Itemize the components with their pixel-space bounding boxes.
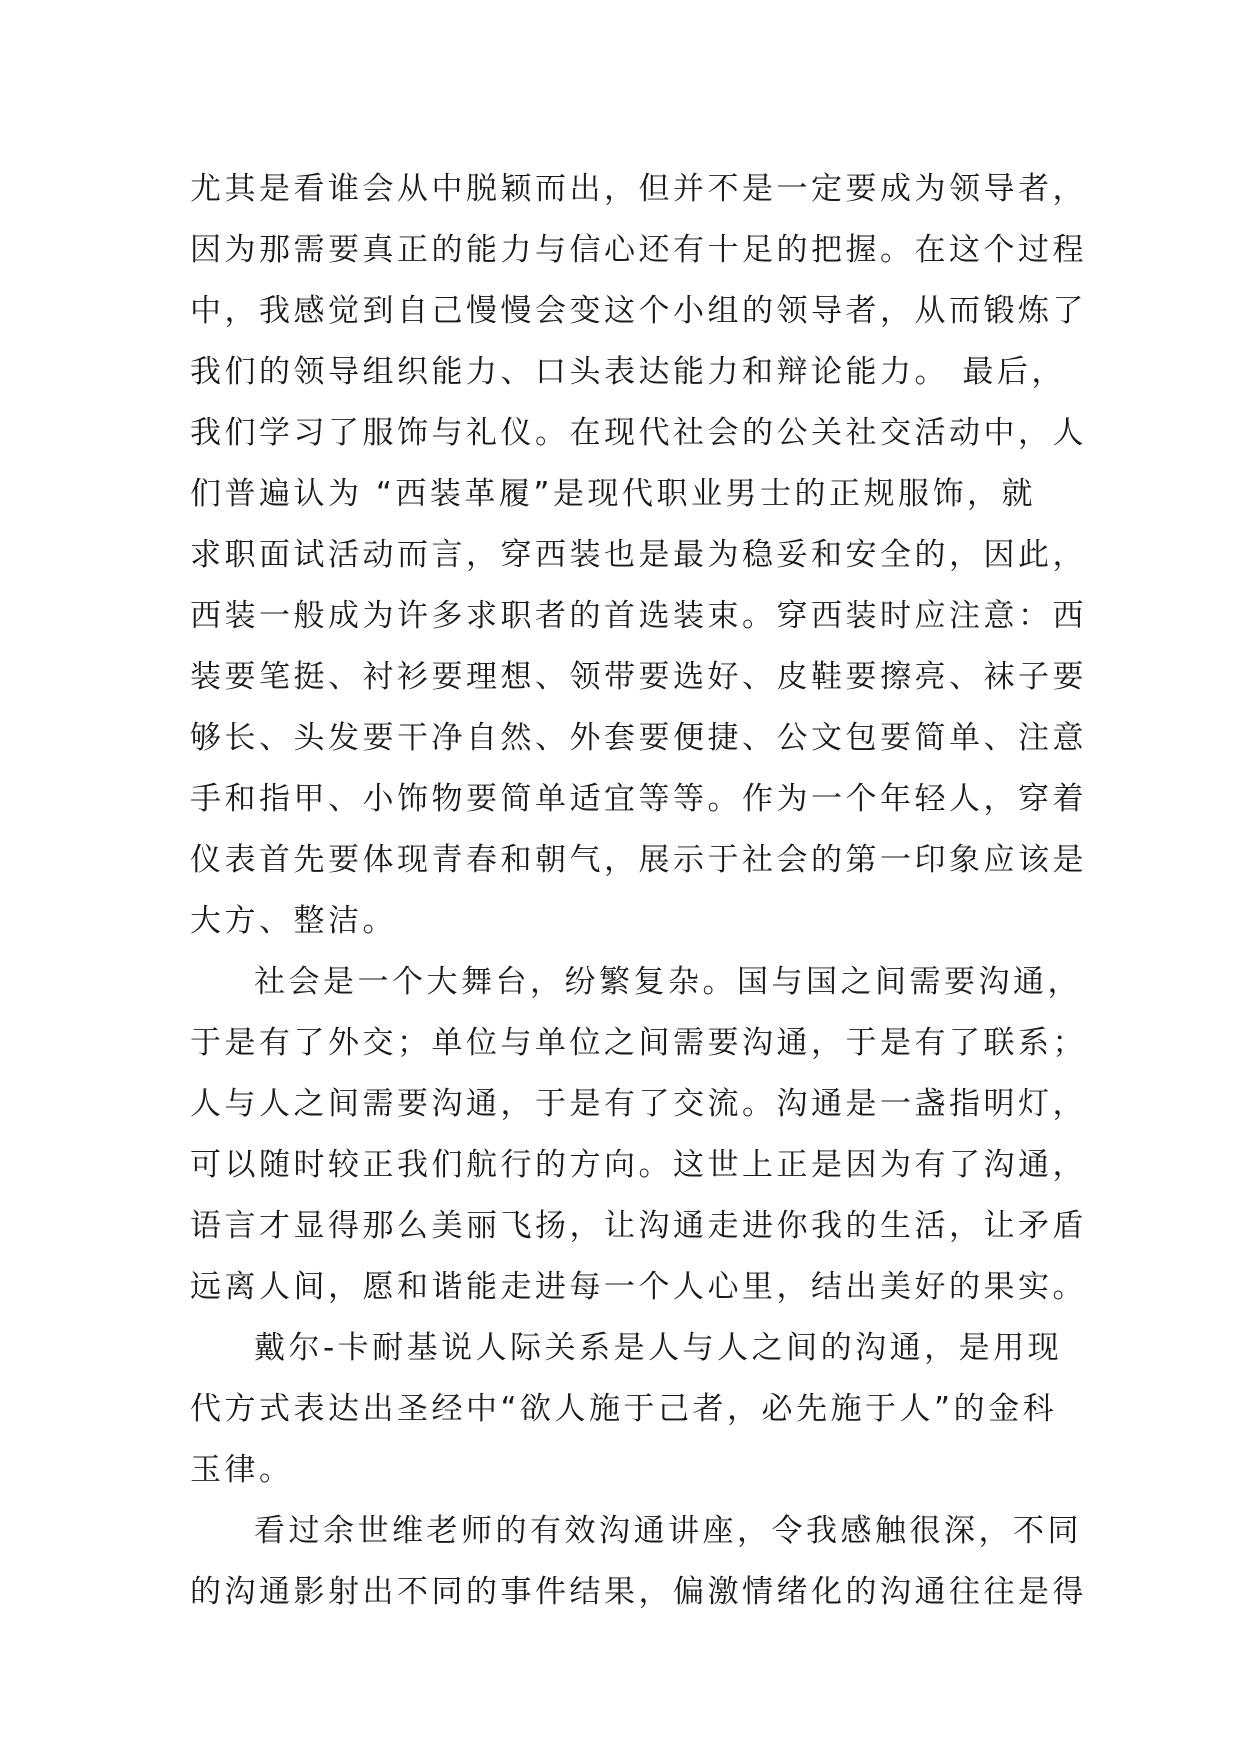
text-line: 手和指甲、小饰物要简单适宜等等。作为一个年轻人，穿着 — [190, 781, 1087, 817]
text-line: 仪表首先要体现青春和朝气，展示于社会的第一印象应该是 — [190, 842, 1087, 878]
text-line: 的沟通影射出不同的事件结果，偏激情绪化的沟通往往是得 — [190, 1574, 1087, 1610]
text-line: 可以随时较正我们航行的方向。这世上正是因为有了沟通， — [190, 1147, 1087, 1183]
text-line: 我们学习了服饰与礼仪。在现代社会的公关社交活动中，人 — [190, 415, 1087, 451]
text-line: 人与人之间需要沟通，于是有了交流。沟通是一盏指明灯， — [190, 1086, 1087, 1122]
text-line: 代方式表达出圣经中“欲人施于己者，必先施于人”的金科 — [190, 1391, 1058, 1427]
body-text — [190, 159, 1087, 1623]
text-line: 装要笔挺、衬衫要理想、领带要选好、皮鞋要擦亮、袜子要 — [190, 659, 1087, 695]
text-line: 大方、整洁。 — [190, 903, 397, 939]
text-line: 远离人间，愿和谐能走进每一个人心里，结出美好的果实。 — [190, 1269, 1087, 1305]
text-line: 因为那需要真正的能力与信心还有十足的把握。在这个过程 — [190, 232, 1087, 268]
text-line: 们普遍认为 “西装革履”是现代职业男士的正规服饰，就 — [190, 476, 1036, 512]
text-line: 玉律。 — [190, 1452, 294, 1488]
text-line: 于是有了外交；单位与单位之间需要沟通，于是有了联系； — [190, 1025, 1087, 1061]
text-line: 尤其是看谁会从中脱颖而出，但并不是一定要成为领导者， — [190, 171, 1087, 207]
text-line: 够长、头发要干净自然、外套要便捷、公文包要简单、注意 — [190, 720, 1087, 756]
text-line: 西装一般成为许多求职者的首选装束。穿西装时应注意：西 — [190, 598, 1087, 634]
paragraph-first-line: 社会是一个大舞台，纷繁复杂。国与国之间需要沟通， — [254, 964, 1082, 1000]
paragraph-first-line: 戴尔-卡耐基说人际关系是人与人之间的沟通，是用现 — [254, 1330, 1063, 1366]
paragraph-first-line: 看过余世维老师的有效沟通讲座，令我感触很深，不同 — [254, 1513, 1082, 1549]
text-line: 求职面试活动而言，穿西装也是最为稳妥和安全的，因此， — [190, 537, 1087, 573]
text-line: 语言才显得那么美丽飞扬，让沟通走进你我的生活，让矛盾 — [190, 1208, 1087, 1244]
text-line: 中，我感觉到自己慢慢会变这个小组的领导者，从而锻炼了 — [190, 293, 1087, 329]
text-line: 我们的领导组织能力、口头表达能力和辩论能力。 最后， — [190, 354, 1066, 390]
